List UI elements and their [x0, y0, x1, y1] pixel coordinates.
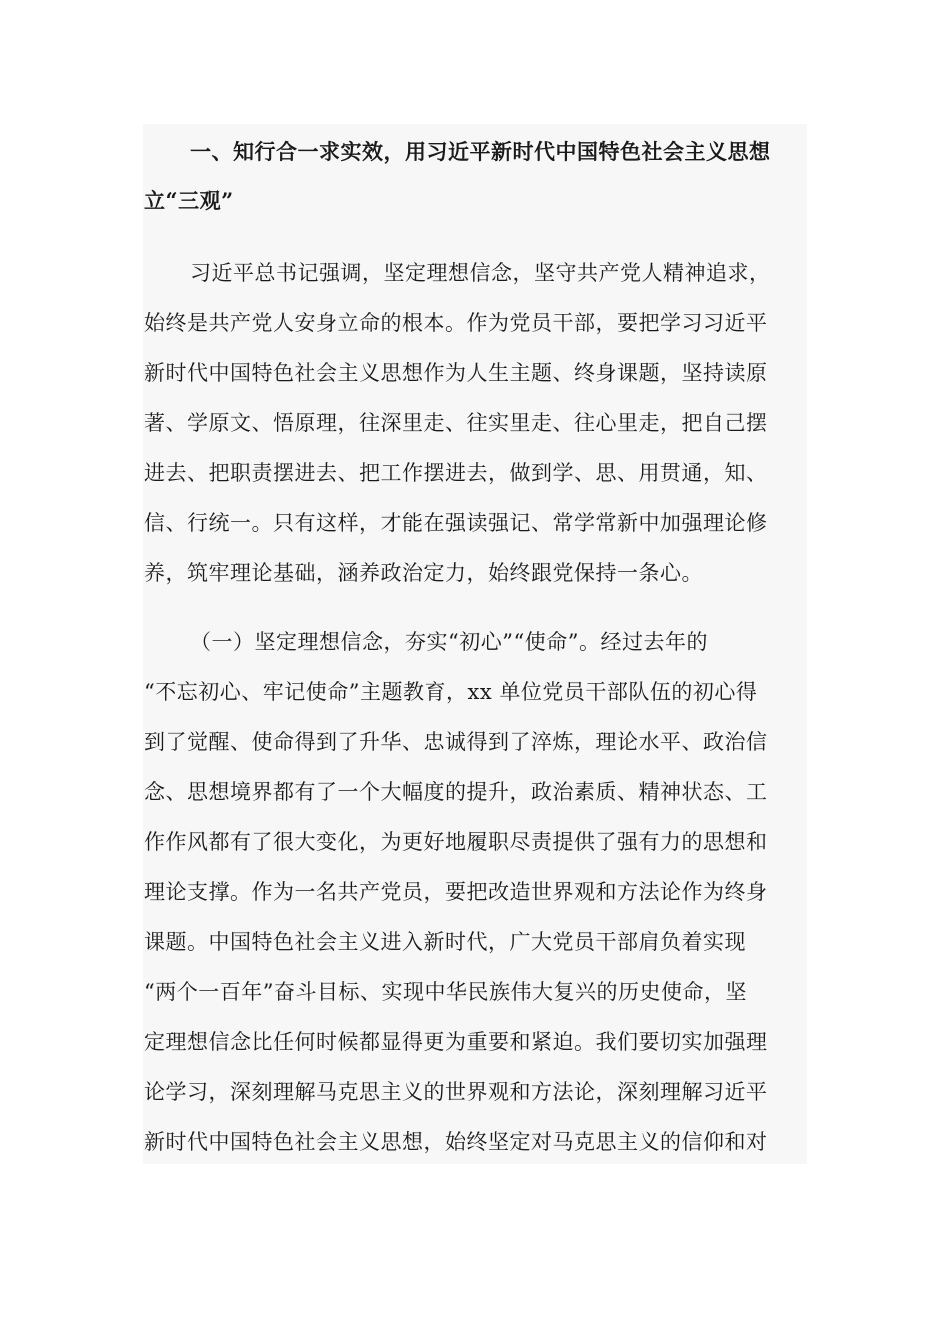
paragraph-1-line-3: 新时代中国特色社会主义思想作为人生主题、终身课题，坚持读原 — [144, 361, 768, 385]
paragraph-2-line-11: 新时代中国特色社会主义思想，始终坚定对马克思主义的信仰和对 — [144, 1130, 768, 1154]
paragraph-1-line-2: 始终是共产党人安身立命的根本。作为党员干部，要把学习习近平 — [144, 311, 768, 335]
paragraph-2-line-1: （一）坚定理想信念，夯实“初心”“使命”。经过去年的 — [190, 630, 708, 654]
paragraph-2-line-9: 定理想信念比任何时候都显得更为重要和紧迫。我们要切实加强理 — [144, 1030, 768, 1054]
paragraph-2-line-10: 论学习，深刻理解马克思主义的世界观和方法论，深刻理解习近平 — [144, 1080, 768, 1104]
paragraph-1-line-6: 信、行统一。只有这样，才能在强读强记、常学常新中加强理论修 — [144, 511, 768, 535]
paragraph-2-line-5: 作作风都有了很大变化，为更好地履职尽责提供了强有力的思想和 — [144, 830, 768, 854]
paragraph-2-line-7: 课题。中国特色社会主义进入新时代，广大党员干部肩负着实现 — [144, 930, 746, 954]
paragraph-2-line-6: 理论支撑。作为一名共产党员，要把改造世界观和方法论作为终身 — [144, 880, 768, 904]
paragraph-2-line-4: 念、思想境界都有了一个大幅度的提升，政治素质、精神状态、工 — [144, 780, 768, 804]
paragraph-2-line-3: 到了觉醒、使命得到了升华、忠诚得到了淬炼，理论水平、政治信 — [144, 730, 768, 754]
paragraph-2-line-8: “两个一百年”奋斗目标、实现中华民族伟大复兴的历史使命，坚 — [144, 980, 747, 1004]
heading-line-1: 一、知行合一求实效，用习近平新时代中国特色社会主义思想 — [190, 139, 771, 164]
paragraph-1-line-1: 习近平总书记强调，坚定理想信念，坚守共产党人精神追求， — [190, 261, 771, 285]
heading-line-2: 立“三观” — [144, 188, 234, 213]
paragraph-1-line-7: 养，筑牢理论基础，涵养政治定力，始终跟党保持一条心。 — [144, 561, 703, 585]
paragraph-1-line-4: 著、学原文、悟原理，往深里走、往实里走、往心里走，把自己摆 — [144, 411, 768, 435]
paragraph-1-line-5: 进去、把职责摆进去、把工作摆进去，做到学、思、用贯通，知、 — [144, 461, 768, 485]
paragraph-2-line-2: “不忘初心、牢记使命”主题教育，xx 单位党员干部队伍的初心得 — [144, 680, 758, 704]
